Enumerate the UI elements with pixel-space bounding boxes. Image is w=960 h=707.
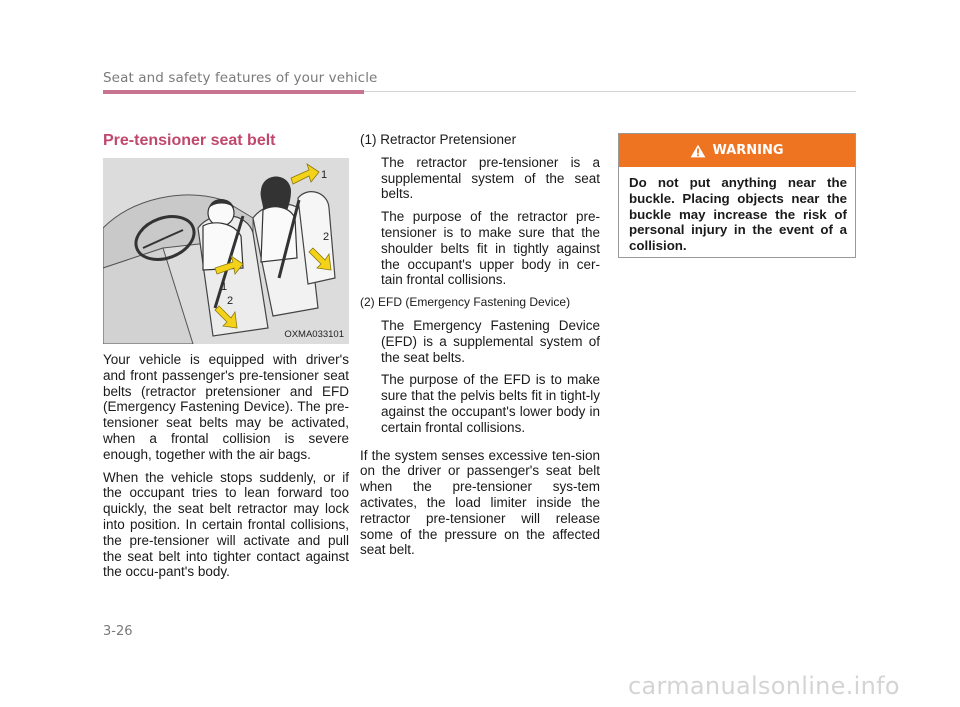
callout-2-left: 2 <box>227 295 234 307</box>
item-retractor-desc: The retractor pre-tensioner is a supplemental system of the seat belts. <box>381 154 600 202</box>
callout-2-right: 2 <box>323 231 330 243</box>
paragraph-load-limiter: If the system senses excessive ten-sion on the driver or passenger's seat belt when the pre-tensioner sys-tem activates, the load limiter inside the retractor pre-tensioner will release some of the pressure on the affected seat belt. <box>360 447 600 558</box>
page-number: 3-26 <box>103 624 133 639</box>
running-header: Seat and safety features of your vehicle <box>103 70 378 86</box>
header-accent-line <box>103 90 364 94</box>
column-left <box>103 352 349 587</box>
seatbelt-illustration <box>103 158 349 344</box>
figure-code: OXMA033101 <box>284 329 344 340</box>
column-middle <box>360 132 600 565</box>
warning-header <box>619 134 855 167</box>
item-retractor-title: (1) Retractor Pretensioner <box>360 132 517 147</box>
paragraph-sudden-stop: When the vehicle stops suddenly, or if the occupant tries to lean forward too quickly, the seat belt retractor may lock into position. In certain frontal collisions, the pre-tensioner will activate and pull the seat belt into tighter contact against the occu-pant's body. <box>103 469 349 580</box>
watermark: carmanualsonline.info <box>628 672 900 700</box>
item-retractor-purpose: The purpose of the retractor pre-tensioner is to make sure that the shoulder belts fit in tightly against the occupant's upper body in cer-tain frontal collisions. <box>381 209 600 288</box>
warning-label: WARNING <box>712 143 784 158</box>
item-efd-title: (2) EFD (Emergency Fastening Device) <box>360 295 571 310</box>
callout-1-top: 1 <box>321 169 328 181</box>
header-rule <box>364 91 856 92</box>
car-interior-drawing <box>103 158 349 344</box>
item-efd-purpose: The purpose of the EFD is to make sure that the pelvis belts fit in tight-ly against the occupant's lower body in certain frontal collisions. <box>381 372 600 435</box>
paragraph-equipment: Your vehicle is equipped with driver's and front passenger's pre-tensioner seat belts (retractor pretensioner and EFD (Emergency Fastening Device). The pre-tensioner seat belts may be activated, when a frontal collision is severe enough, together with the air bags. <box>103 352 349 462</box>
warning-triangle-icon <box>690 144 706 158</box>
section-title: Pre-tensioner seat belt <box>103 132 276 149</box>
item-efd-desc: The Emergency Fastening Device (EFD) is a supplemental system of the seat belts. <box>381 317 600 365</box>
callout-1-left: 1 <box>221 281 228 293</box>
warning-box <box>618 133 856 258</box>
warning-text: Do not put anything near the buckle. Placing objects near the buckle may increase the risk of personal injury in the event of a collision. <box>629 175 847 254</box>
